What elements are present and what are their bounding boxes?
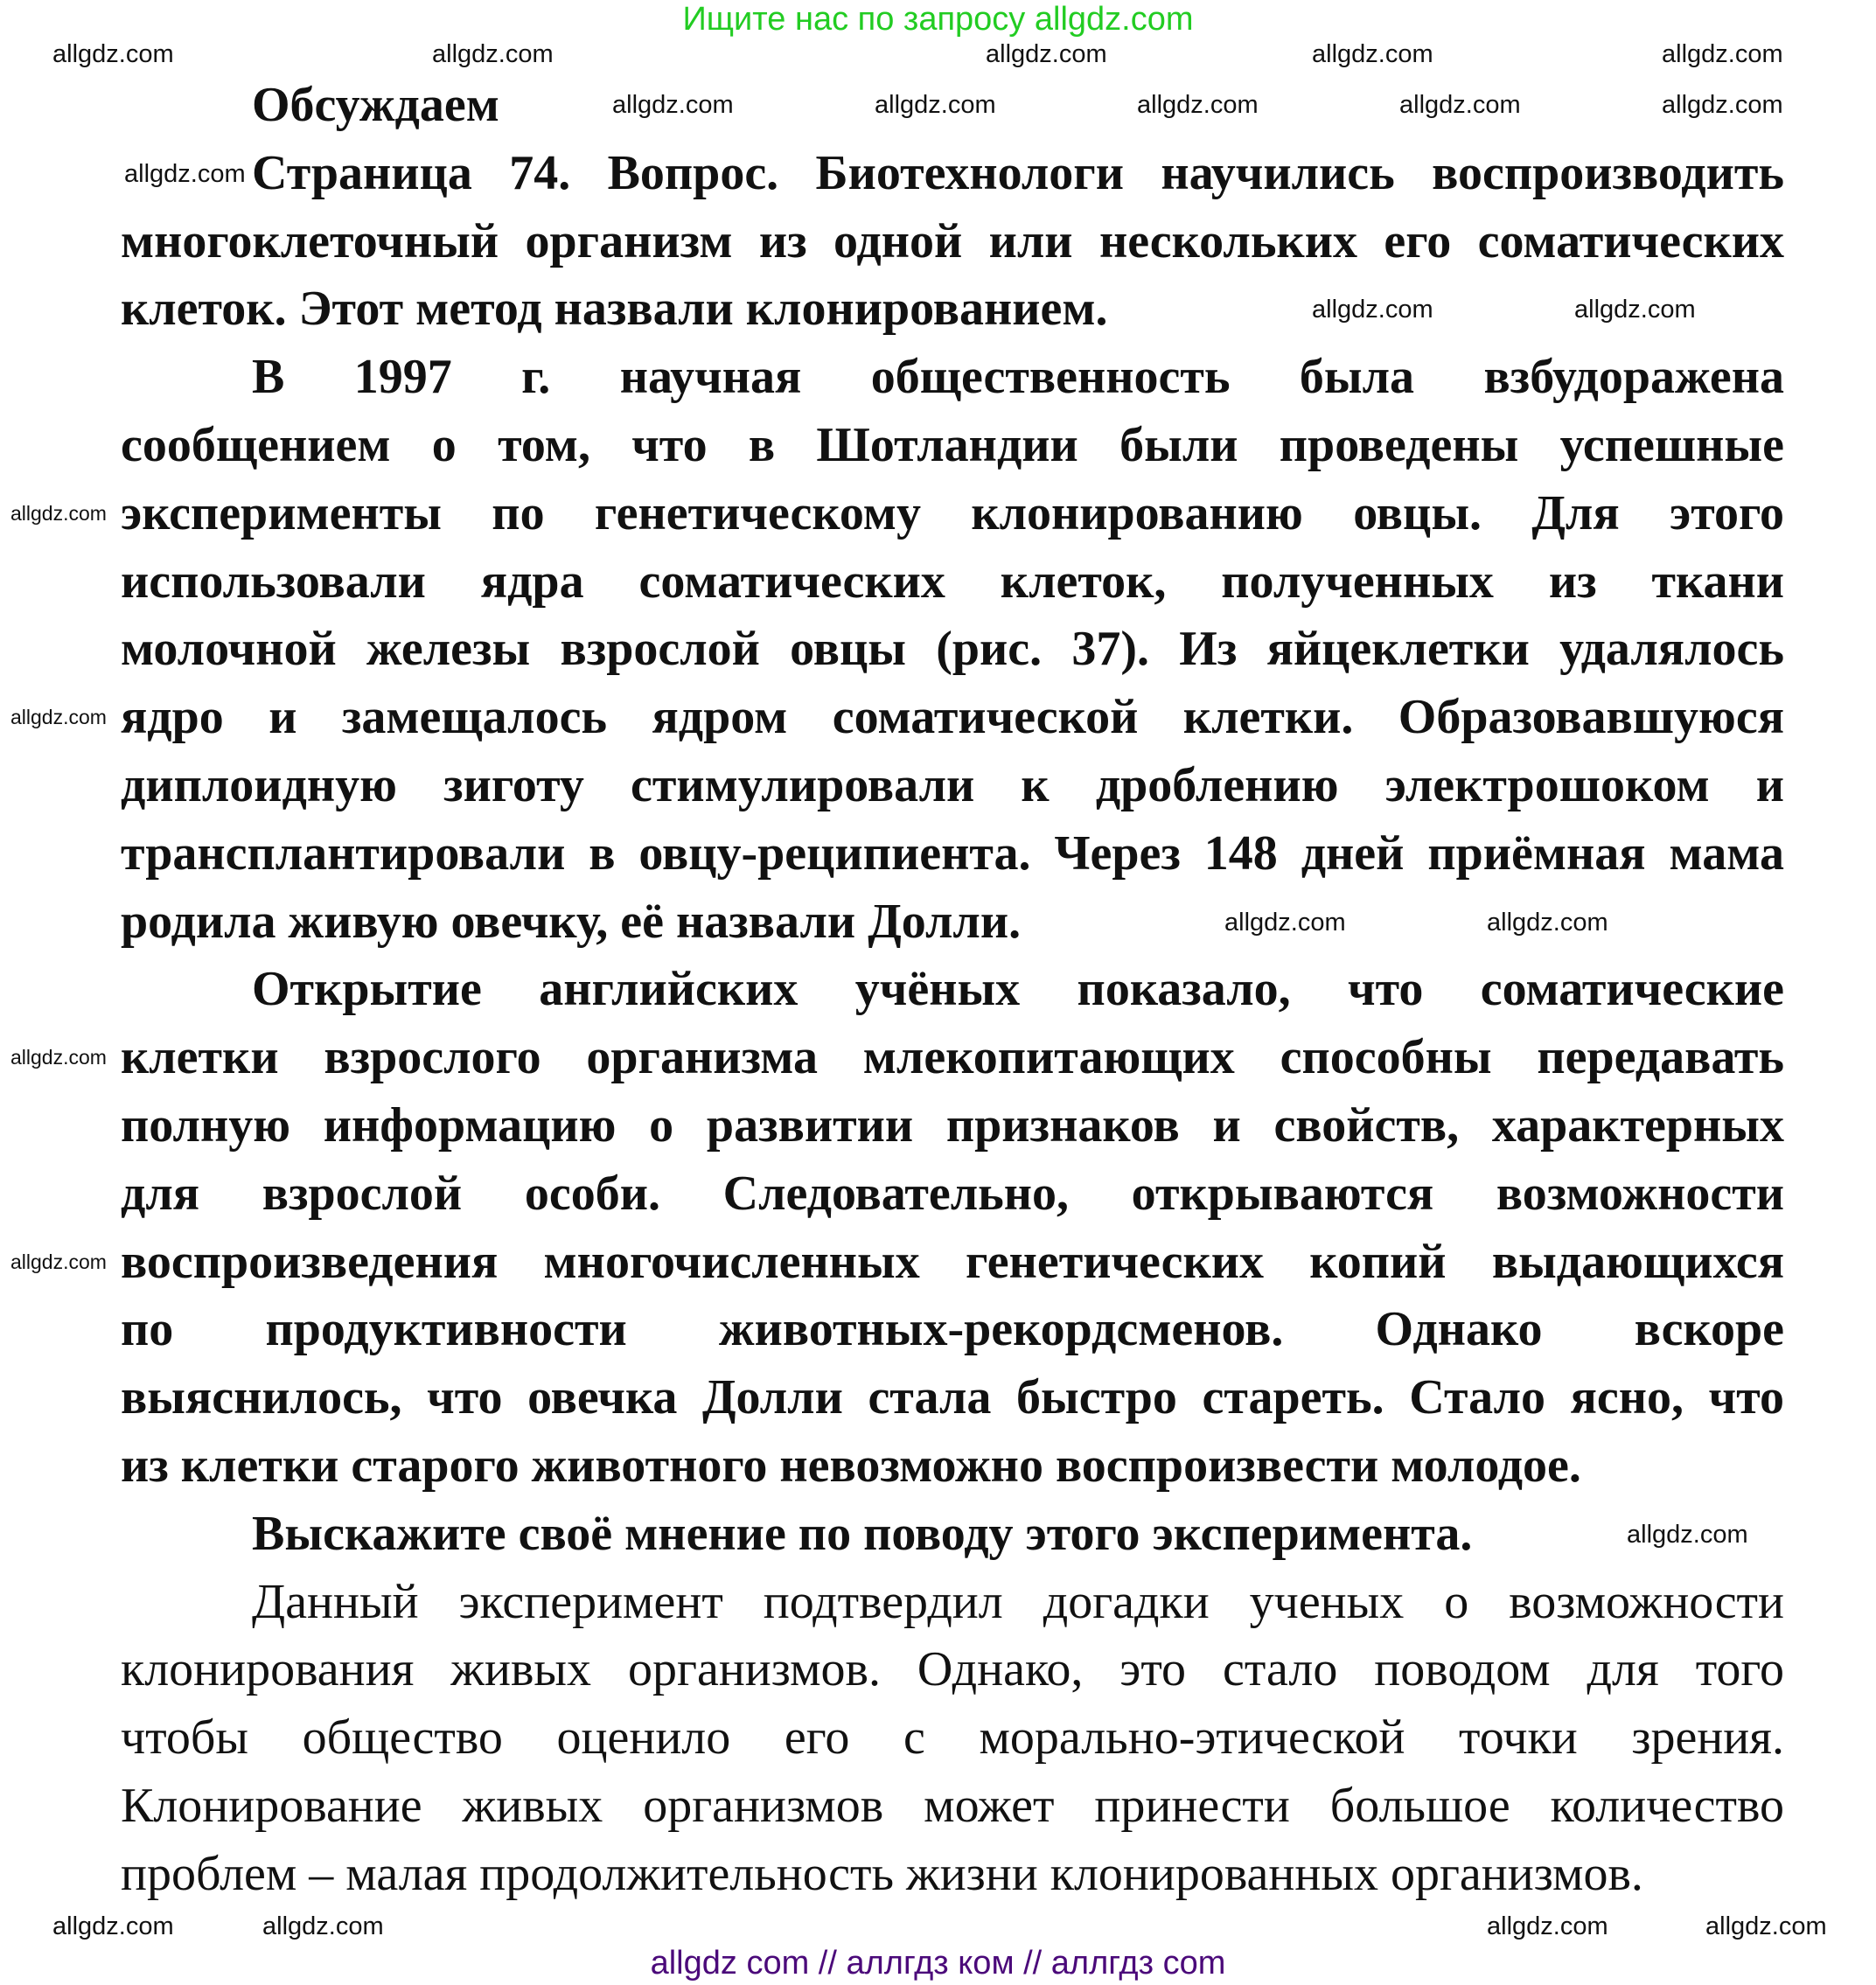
watermark-text: allgdz.com — [1627, 1521, 1748, 1549]
text-line: из клетки старого животного невозможно воспроизвести молодое. — [121, 1438, 1581, 1493]
text-line: трансплантировали в овцу-реципиента. Через 148 дней приёмная мама — [121, 825, 1784, 881]
watermark-text: allgdz.com — [262, 1912, 384, 1940]
watermark-text: allgdz.com — [10, 1046, 107, 1069]
watermark-text: allgdz.com — [10, 706, 107, 728]
text-line: клонирования живых организмов. Однако, это стало поводом для того — [121, 1642, 1784, 1697]
text-line: клеток. Этот метод назвали клонированием. — [121, 282, 1108, 337]
watermark-text: allgdz.com — [1705, 1912, 1827, 1940]
text-line: Открытие английских учёных показало, что соматические — [252, 962, 1784, 1017]
watermark-text: allgdz.com — [124, 160, 246, 188]
text-line: полную информацию о развитии признаков и свойств, характерных — [121, 1097, 1784, 1153]
text-line: родила живую овечку, её назвали Долли. — [121, 894, 1022, 949]
watermark-text: allgdz.com — [52, 40, 174, 68]
section-heading: Обсуждаем — [252, 78, 499, 132]
text-line: молочной железы взрослой овцы (рис. 37). Из яйцеклетки удалялось — [121, 622, 1784, 677]
watermark-text: allgdz.com — [1137, 91, 1259, 119]
watermark-text: allgdz.com — [1574, 296, 1696, 324]
text-line: по продуктивности животных-рекордсменов. Однако вскоре — [121, 1302, 1784, 1357]
text-line: диплоидную зиготу стимулировали к дроблению электрошоком и — [121, 757, 1784, 812]
watermark-text: allgdz.com — [612, 91, 734, 119]
text-line: клетки взрослого организма млекопитающих способны передавать — [121, 1030, 1784, 1085]
watermark-text: allgdz.com — [1487, 1912, 1608, 1940]
watermark-text: allgdz.com — [52, 1912, 174, 1940]
text-line: Страница 74. Вопрос. Биотехнологи научились воспроизводить — [252, 145, 1784, 200]
watermark-text: allgdz.com — [986, 40, 1107, 68]
watermark-text: allgdz.com — [10, 502, 107, 525]
footer-watermark-links[interactable]: allgdz com // аллгдз ком // аллгдз com — [650, 1945, 1226, 1982]
watermark-text: allgdz.com — [1224, 909, 1346, 937]
text-line: проблем – малая продолжительность жизни клонированных организмов. — [121, 1846, 1643, 1901]
watermark-text: allgdz.com — [1662, 40, 1783, 68]
text-line: использовали ядра соматических клеток, полученных из ткани — [121, 554, 1784, 609]
watermark-text: allgdz.com — [1487, 909, 1608, 937]
text-line: В 1997 г. научная общественность была взбудоражена — [252, 350, 1784, 405]
watermark-text: allgdz.com — [1312, 40, 1433, 68]
text-line: Выскажите своё мнение по поводу этого эксперимента. — [252, 1506, 1473, 1561]
watermark-text: allgdz.com — [1662, 91, 1783, 119]
text-line: чтобы общество оценило его с морально-этической точки зрения. — [121, 1710, 1784, 1766]
text-line: многоклеточный организм из одной или нескольких его соматических — [121, 213, 1784, 268]
text-line: Данный эксперимент подтвердил догадки ученых о возможности — [252, 1574, 1784, 1629]
text-line: сообщением о том, что в Шотландии были проведены успешные — [121, 417, 1784, 472]
text-line: ядро и замещалось ядром соматической клетки. Образовавшуюся — [121, 690, 1784, 745]
text-line: выяснилось, что овечка Долли стала быстро стареть. Стало ясно, что — [121, 1370, 1784, 1425]
watermark-text: allgdz.com — [875, 91, 996, 119]
watermark-text: allgdz.com — [10, 1250, 107, 1273]
watermark-text: allgdz.com — [432, 40, 554, 68]
text-line: Клонирование живых организмов может принести большое количество — [121, 1778, 1784, 1833]
watermark-text: allgdz.com — [1312, 296, 1433, 324]
text-line: эксперименты по генетическому клонированию овцы. Для этого — [121, 485, 1784, 540]
search-hint-banner[interactable]: Ищите нас по запросу allgdz.com — [682, 1, 1194, 38]
text-line: воспроизведения многочисленных генетических копий выдающихся — [121, 1234, 1784, 1289]
answer-text — [121, 72, 1784, 1909]
text-line: для взрослой особи. Следовательно, открываются возможности — [121, 1166, 1784, 1221]
watermark-text: allgdz.com — [1399, 91, 1521, 119]
